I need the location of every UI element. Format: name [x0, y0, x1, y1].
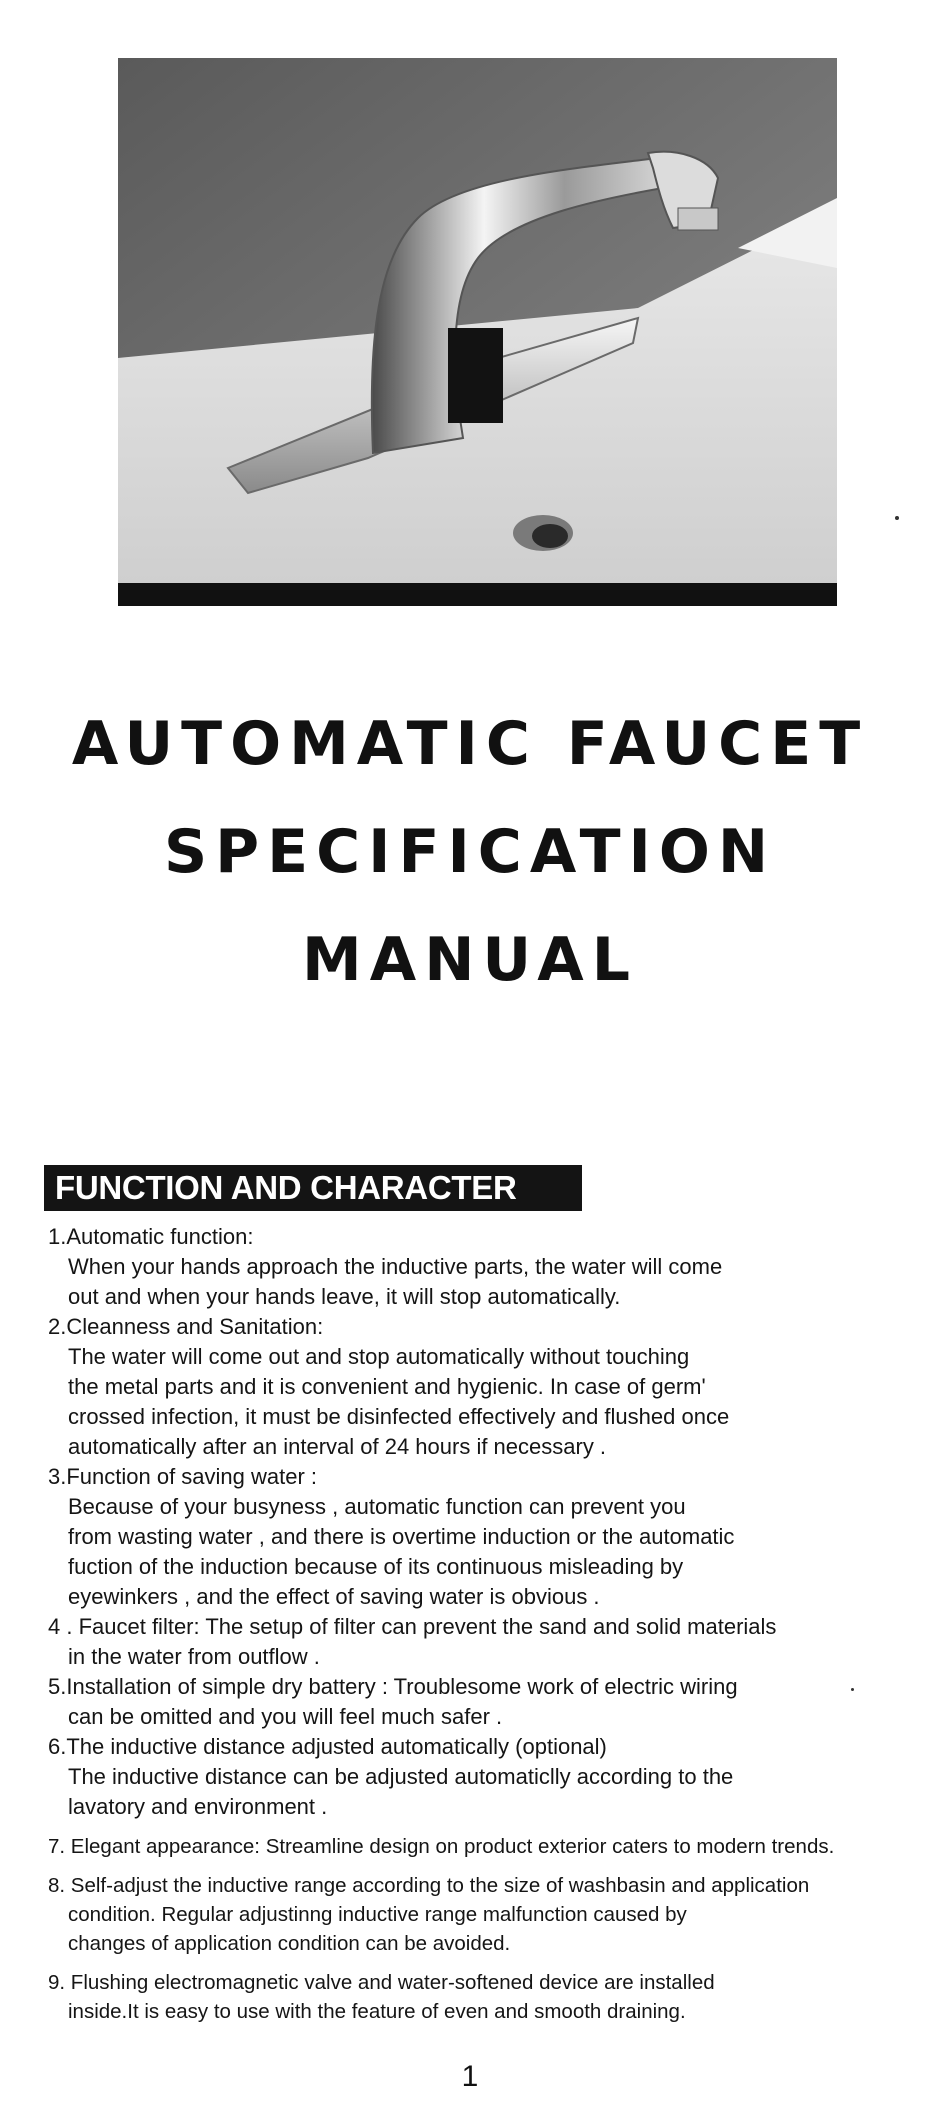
item-line: crossed infection, it must be disinfected effectively and flushed once — [68, 1404, 730, 1429]
automatic-faucet-photo-icon — [118, 58, 837, 606]
item-heading: 4 . Faucet filter: The setup of filter can prevent the sand and solid materials — [48, 1614, 777, 1639]
scan-speck — [895, 516, 899, 520]
item-line: inside.It is easy to use with the feature of even and smooth draining. — [68, 2000, 686, 2023]
item-line: Because of your busyness , automatic function can prevent you — [68, 1494, 686, 1519]
item-line: eyewinkers , and the effect of saving water is obvious . — [68, 1584, 600, 1609]
item-body — [48, 1702, 928, 1732]
item-line: out and when your hands leave, it will stop automatically. — [68, 1284, 621, 1309]
item-body — [48, 1492, 928, 1612]
item-body — [48, 1997, 928, 2026]
faucet-photo — [118, 58, 837, 606]
item-heading: 1.Automatic function: — [48, 1224, 254, 1249]
item-heading: 3.Function of saving water : — [48, 1464, 318, 1489]
item-body — [48, 1642, 928, 1672]
item-body — [48, 1900, 928, 1958]
item-heading: 8. Self-adjust the inductive range according to the size of washbasin and application — [48, 1874, 810, 1897]
item-body — [48, 1342, 928, 1462]
list-item — [48, 1732, 928, 1822]
item-line: automatically after an interval of 24 hours if necessary . — [68, 1434, 607, 1459]
manual-title — [0, 690, 940, 1014]
title-line-2: SPECIFICATION — [163, 817, 777, 887]
list-item — [48, 1832, 928, 1861]
item-line: condition. Regular adjustinng inductive range malfunction caused by — [68, 1903, 687, 1926]
section-header: FUNCTION AND CHARACTER — [44, 1165, 582, 1211]
title-line-3: MANUAL — [302, 925, 638, 995]
list-item — [48, 1222, 928, 1312]
item-heading: 5.Installation of simple dry battery : Troublesome work of electric wiring — [48, 1674, 738, 1699]
title-line-1: AUTOMATIC FAUCET — [71, 709, 869, 779]
item-body — [48, 1252, 928, 1312]
feature-list — [48, 1222, 928, 2026]
item-heading: 7. Elegant appearance: Streamline design on product exterior caters to modern trends. — [48, 1835, 835, 1858]
item-line: When your hands approach the inductive parts, the water will come — [68, 1254, 723, 1279]
item-line: The water will come out and stop automatically without touching — [68, 1344, 690, 1369]
scan-speck — [851, 1688, 854, 1691]
item-line: can be omitted and you will feel much safer . — [68, 1704, 503, 1729]
item-heading: 2.Cleanness and Sanitation: — [48, 1314, 324, 1339]
list-item — [48, 1672, 928, 1732]
list-item — [48, 1312, 928, 1462]
item-line: lavatory and environment . — [68, 1794, 328, 1819]
item-line: in the water from outflow . — [68, 1644, 320, 1669]
item-line: the metal parts and it is convenient and hygienic. In case of germ' — [68, 1374, 706, 1399]
item-line: The inductive distance can be adjusted automaticlly according to the — [68, 1764, 734, 1789]
page-number: 1 — [461, 2060, 479, 2093]
item-body — [48, 1762, 928, 1822]
list-item — [48, 1871, 928, 1958]
list-item — [48, 1462, 928, 1612]
list-item — [48, 1968, 928, 2026]
item-line: from wasting water , and there is overtime induction or the automatic — [68, 1524, 735, 1549]
item-line: changes of application condition can be avoided. — [68, 1932, 511, 1955]
additional-features — [48, 1832, 928, 2026]
item-line: fuction of the induction because of its continuous misleading by — [68, 1554, 684, 1579]
list-item — [48, 1612, 928, 1672]
item-heading: 9. Flushing electromagnetic valve and water-softened device are installed — [48, 1971, 715, 1994]
item-heading: 6.The inductive distance adjusted automatically (optional) — [48, 1734, 607, 1759]
